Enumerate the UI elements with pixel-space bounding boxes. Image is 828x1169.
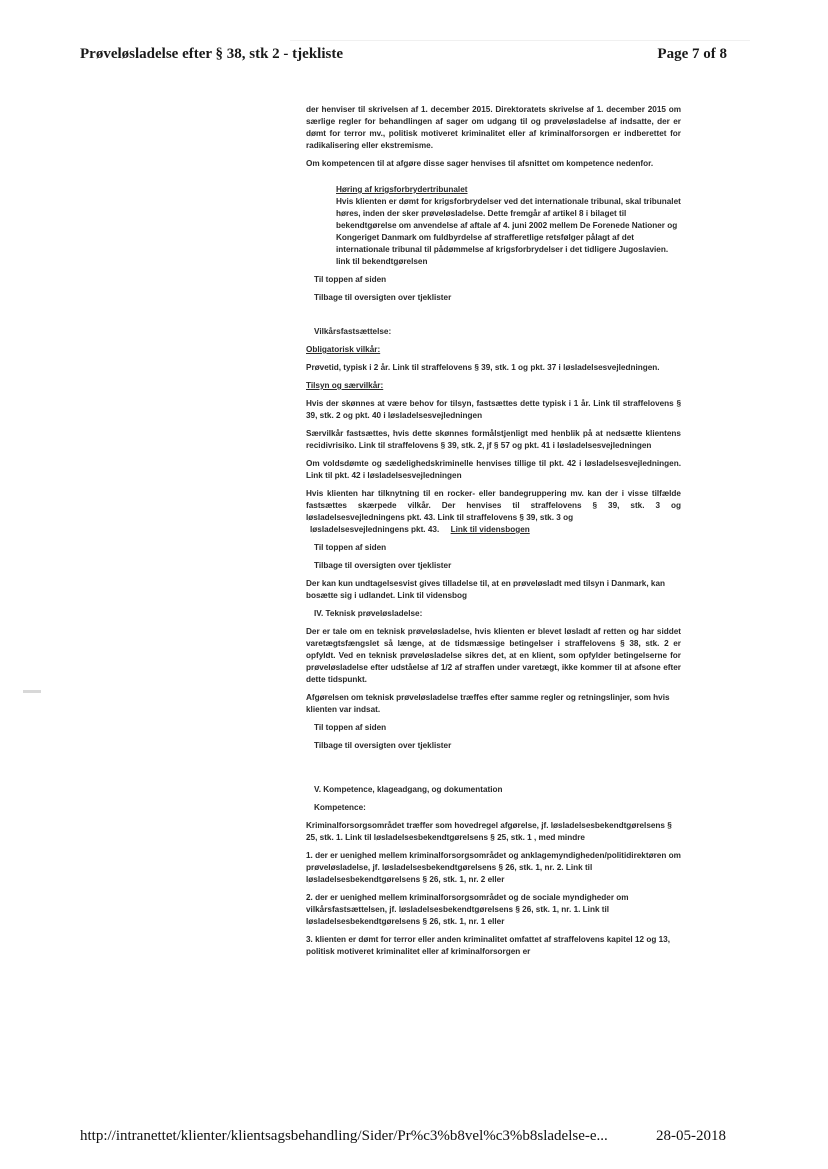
hearing-heading: Høring af krigsforbrydertribunalet [336, 185, 468, 194]
competence-item-2: 2. der er uenighed mellem kriminalforsorgsområdet og de sociale myndigheder om vilkårsfastsættelsen, jf. løsladelsesbekendtgørelsens § 26, stk. 1, nr. 1. Link til løsladelsesbekendtgørelsens § 26, stk. 1, nr. 1 eller [306, 893, 629, 926]
back-to-overview-link-1[interactable]: Tilbage til oversigten over tjeklister [314, 293, 452, 302]
mandatory-heading: Obligatorisk vilkår: [306, 345, 381, 354]
back-to-overview-link-3[interactable]: Tilbage til oversigten over tjeklister [314, 741, 452, 750]
abroad-text: Der kan kun undtagelsesvist gives tilladelse til, at en prøveløsladt med tilsyn i Danmark, kan bosætte sig i udlandet. Link til vidensbog [306, 579, 666, 600]
paragraph-skrivelse: der henviser til skrivelsen af 1. december 2015. Direktoratets skrivelse af 1. december 2015 om særlige regler for behandlingen af sager om udgang til og prøveløsladelse af indsatte, der er dømt for terror mv., politisk motiveret kriminalitet eller af kriminalforsorgen er indberettet for radikalisering eller ekstremisme. [306, 105, 681, 150]
competence-text: Kriminalforsorgsområdet træffer som hovedregel afgørelse, jf. løsladelsesbekendtgørelsens § 25, stk. 1. Link til løsladelsesbekendtgørelsens § 25, stk. 1 , med mindre [306, 821, 672, 842]
section-hearing [306, 184, 681, 268]
competence-section-heading: V. Kompetence, klageadgang, og dokumentation [314, 785, 503, 794]
competence-item-3: 3. klienten er dømt for terror eller anden kriminalitet omfattet af straffelovens kapitel 12 og 13, politisk motiveret kriminalitet eller af kriminalforsorgen er [306, 935, 670, 956]
supervision-text: Hvis der skønnes at være behov for tilsyn, fastsættes dette typisk i 1 år. Link til straffelovens § 39, stk. 2 og pkt. 40 i løsladelsesvejledningen [306, 399, 681, 420]
page-header-title: Prøveløsladelse efter § 38, stk 2 - tjekliste [80, 46, 343, 62]
violent-offenders-text: Om voldsdømte og sædelighedskriminelle henvises tillige til pkt. 42 i løsladelsesvejledningen. Link til pkt. 42 i løsladelsesvejledningen [306, 459, 681, 480]
paragraph-kompetence-ref: Om kompetencen til at afgøre disse sager henvises til afsnittet om kompetence nedenfor. [306, 159, 654, 168]
to-top-link-1[interactable]: Til toppen af siden [314, 275, 387, 284]
hearing-text: Hvis klienten er dømt for krigsforbrydelser ved det internationale tribunal, skal tribunalet høres, inden der sker prøveløsladelse. Dette fremgår af artikel 8 i bilaget til bekendtgørelse om anvendelse af aftale af 4. juni 2002 mellem De Forenede Nationer og Kongeriget Danmark om fuldbyrdelse af strafferetlige retsfølger pålagt af det internationale tribunal til pådømmelse af krigsforbrydelser i det tidligere Jugoslavien. link til bekendtgørelsen [336, 197, 681, 266]
footer-url: http://intranettet/klienter/klientsagsbehandling/Sider/Pr%c3%b8vel%c3%b8sladelse-e... [80, 1128, 608, 1144]
scan-edge-line [290, 40, 750, 41]
footer-date: 28-05-2018 [656, 1128, 726, 1144]
to-top-link-2[interactable]: Til toppen af siden [314, 543, 387, 552]
mandatory-text: Prøvetid, typisk i 2 år. Link til straffelovens § 39, stk. 1 og pkt. 37 i løsladelsesvejledningen. [306, 363, 660, 372]
technical-heading: IV. Teknisk prøveløsladelse: [314, 609, 423, 618]
to-top-link-3[interactable]: Til toppen af siden [314, 723, 387, 732]
page-number: Page 7 of 8 [657, 46, 727, 62]
supervision-heading: Tilsyn og særvilkår: [306, 381, 384, 390]
scan-smudge [23, 690, 41, 693]
special-conditions-text: Særvilkår fastsættes, hvis dette skønnes formålstjenligt med henblik på at nedsætte klientens recidivrisiko. Link til straffelovens § 39, stk. 2, jf § 57 og pkt. 41 i løsladelsesvejledningen [306, 429, 681, 450]
technical-text: Der er tale om en teknisk prøveløsladelse, hvis klienten er blevet løsladt af retten og har siddet varetægtsfængslet så længe, at de tidsmæssige betingelser i straffelovens § 38, stk. 2 er opfyldt. Ved en teknisk prøveløsladelse sikres det, at en klient, som opfylder betingelserne for prøveløsladelse efter udståelse af 1/2 af straffen under varetægt, ikke kommer til at afsone efter dette tidspunkt. [306, 627, 681, 684]
rocker-tail: løsladelsesvejledningens pkt. 43. Link til vidensbogen [310, 525, 530, 534]
back-to-overview-link-2[interactable]: Tilbage til oversigten over tjeklister [314, 561, 452, 570]
conditions-heading: Vilkårsfastsættelse: [314, 327, 392, 336]
competence-heading: Kompetence: [314, 803, 366, 812]
rocker-text: Hvis klienten har tilknytning til en rocker- eller bandegruppering mv. kan der i visse tilfælde fastsættes skærpede vilkår. Der henvises til straffelovens § 39, stk. 3 og løsladelsesvejledningens pkt. 43. Link til straffelovens § 39, stk. 3 og [306, 489, 681, 522]
document-body [306, 104, 681, 964]
technical-text-2: Afgørelsen om teknisk prøveløsladelse træffes efter samme regler og retningslinjer, som hvis klienten var indsat. [306, 693, 670, 714]
competence-item-1: 1. der er uenighed mellem kriminalforsorgsområdet og anklagemyndigheden/politidirektøren om prøveløsladelse, jf. løsladelsesbekendtgørelsens § 26, stk. 1, nr. 2. Link til løsladelsesbekendtgørelsens § 26, stk. 1, nr. 2 eller [306, 851, 681, 884]
vidensbogen-link[interactable]: Link til vidensbogen [450, 525, 530, 534]
